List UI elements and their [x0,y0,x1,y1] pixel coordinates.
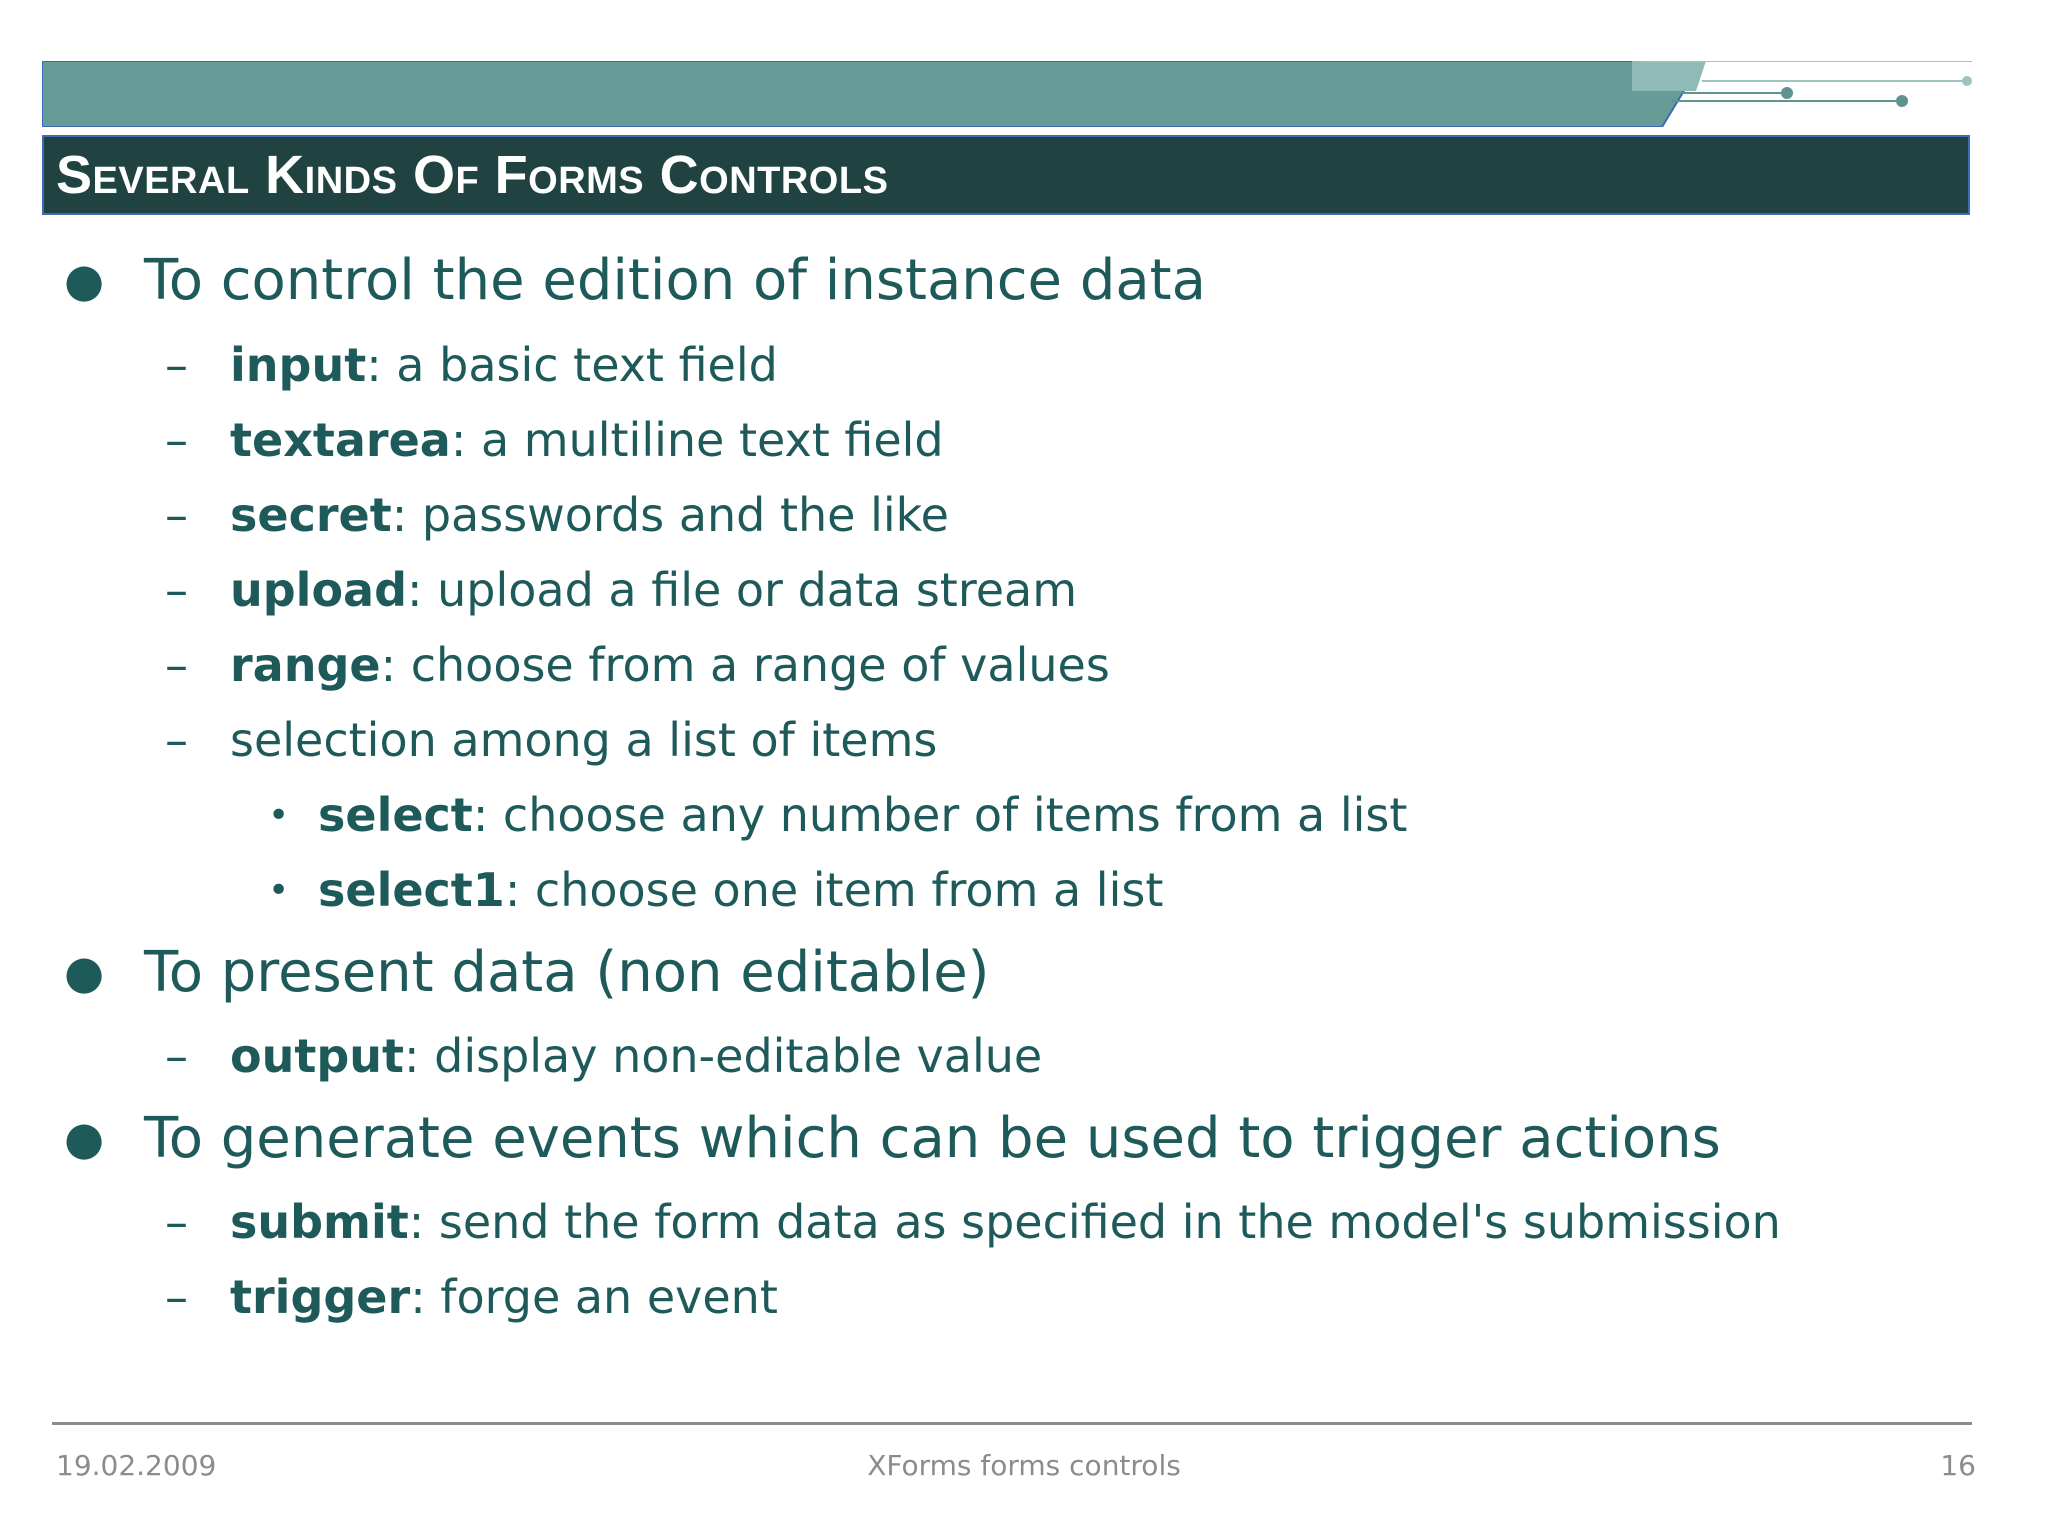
dash-icon: – [165,338,188,392]
title-bar [42,135,1970,215]
item-text: : a basic text field [366,338,778,392]
item-keyword: upload [230,563,408,617]
item-keyword: range [230,638,381,692]
list-item [165,632,1110,698]
item-text: : upload a file or data stream [407,563,1078,617]
slide-title: Several Kinds Of Forms Controls [56,145,889,205]
dash-icon: – [165,413,188,467]
item-text: selection among a list of items [230,713,938,767]
item-text: : choose one item from a list [504,863,1164,917]
item-text: : display non-editable value [404,1029,1043,1083]
list-item [165,332,778,398]
footer-date: 19.02.2009 [56,1449,217,1482]
item-keyword: submit [230,1195,409,1249]
section-heading: To control the edition of instance data [144,247,1206,313]
item-keyword: secret [230,488,392,542]
sub-list-item [268,857,1163,923]
bullet-section-events [60,1098,1721,1178]
bullet-icon: • [268,869,290,911]
item-text: : choose any number of items from a list [472,788,1408,842]
dash-icon: – [165,1029,188,1083]
page-number: 16 [1940,1449,1976,1482]
list-item [165,707,937,773]
bullet-icon: • [268,794,290,836]
item-keyword: select1 [318,863,505,917]
bullet-section-edit [60,240,1206,320]
item-text: : a multiline text field [450,413,944,467]
dash-icon: – [165,563,188,617]
dash-icon: – [165,713,188,767]
footer-title: XForms forms controls [867,1449,1181,1482]
decorative-band-graphic [42,61,1972,127]
item-keyword: output [230,1029,405,1083]
item-keyword: textarea [230,413,451,467]
list-item [165,482,949,548]
item-keyword: trigger [230,1270,411,1324]
dash-icon: – [165,1195,188,1249]
list-item [165,1264,778,1330]
dash-icon: – [165,488,188,542]
header-decoration [42,61,1972,127]
item-text: : send the form data as specified in the model's submission [408,1195,1781,1249]
dash-icon: – [165,1270,188,1324]
item-text: : passwords and the like [391,488,949,542]
item-keyword: select [318,788,473,842]
bullet-icon: ● [64,253,105,307]
list-item [165,407,944,473]
bullet-section-present [60,932,990,1012]
list-item [165,1189,1781,1255]
bullet-icon: ● [64,945,105,999]
item-keyword: input [230,338,367,392]
list-item [165,1023,1042,1089]
bullet-icon: ● [64,1111,105,1165]
footer-divider [52,1422,1972,1425]
dash-icon: – [165,638,188,692]
section-heading: To present data (non editable) [144,939,990,1005]
list-item [165,557,1077,623]
sub-list-item [268,782,1407,848]
section-heading: To generate events which can be used to trigger actions [144,1105,1721,1171]
item-text: : choose from a range of values [380,638,1110,692]
item-text: : forge an event [410,1270,778,1324]
